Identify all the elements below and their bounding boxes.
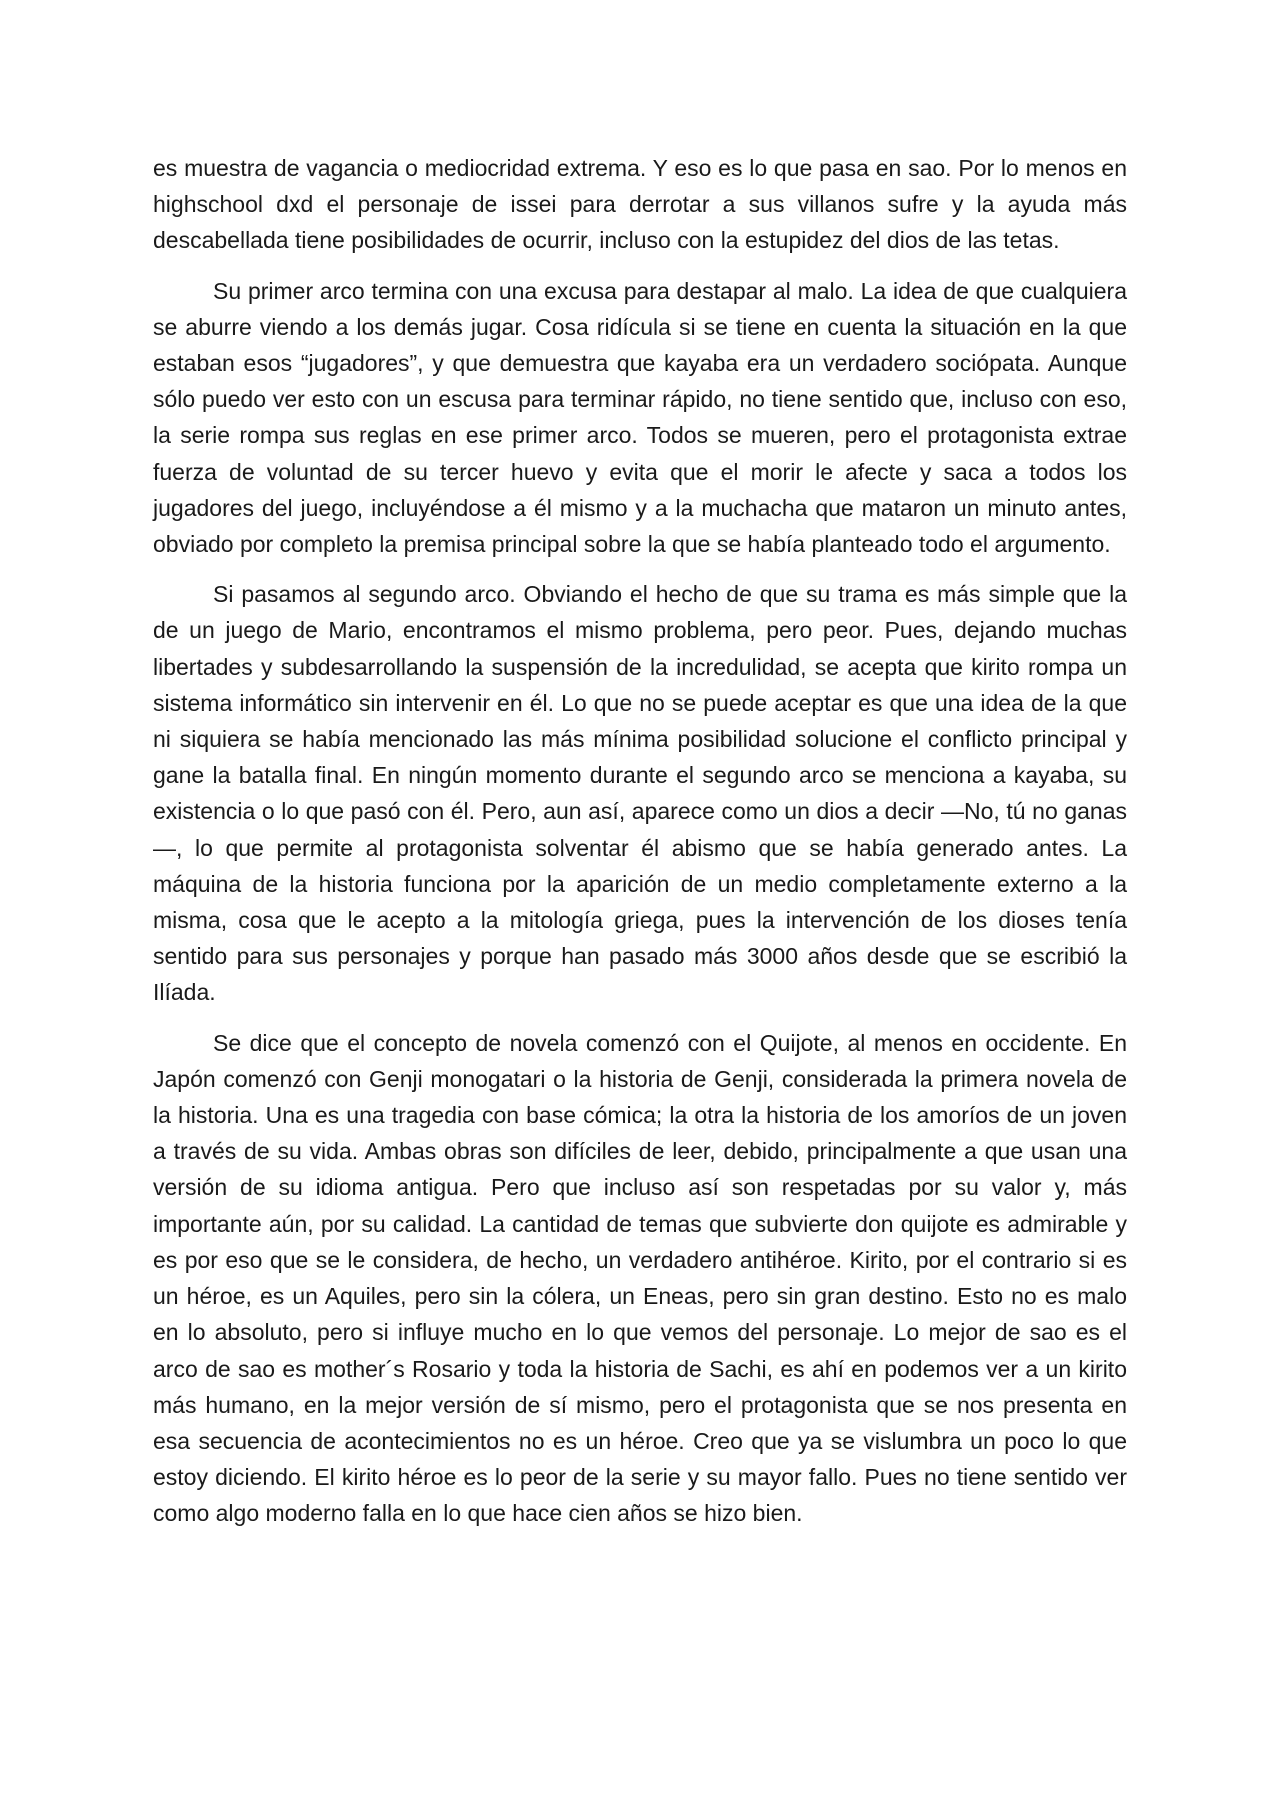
- paragraph: es muestra de vagancia o mediocridad extrema. Y eso es lo que pasa en sao. Por lo menos en highschool dxd el personaje de issei para derrotar a sus villanos sufre y la ayuda más descabellada tiene posibilidades de ocurrir, incluso con la estupidez del dios de las tetas.: [153, 155, 1127, 254]
- paragraph: Si pasamos al segundo arco. Obviando el hecho de que su trama es más simple que la de un juego de Mario, encontramos el mismo problema, pero peor. Pues, dejando muchas libertades y subdesarrollando la suspensión de la incredulidad, se acepta que kirito rompa un sistema informático sin intervenir en él. Lo que no se puede aceptar es que una idea de la que ni siquiera se había mencionado las más mínima posibilidad solucione el conflicto principal y gane la batalla final. En ningún momento durante el segundo arco se menciona a kayaba, su existencia o lo que pasó con él. Pero, aun así, aparece como un dios a decir —No, tú no ganas—, lo que permite al protagonista solventar él abismo que se había generado antes. La máquina de la historia funciona por la aparición de un medio completamente externo a la misma, cosa que le acepto a la mitología griega, pues la intervención de los dioses tenía sentido para sus personajes y porque han pasado más 3000 años desde que se escribió la Ilíada.: [153, 581, 1127, 1006]
- paragraph: Se dice que el concepto de novela comenzó con el Quijote, al menos en occidente. En Japón comenzó con Genji monogatari o la historia de Genji, considerada la primera novela de la historia. Una es una tragedia con base cómica; la otra la historia de los amoríos de un joven a través de su vida. Ambas obras son difíciles de leer, debido, principalmente a que usan una versión de su idioma antigua. Pero que incluso así son respetadas por su valor y, más importante aún, por su calidad. La cantidad de temas que subvierte don quijote es admirable y es por eso que se le considera, de hecho, un verdadero antihéroe. Kirito, por el contrario si es un héroe, es un Aquiles, pero sin la cólera, un Eneas, pero sin gran destino. Esto no es malo en lo absoluto, pero si influye mucho en lo que vemos del personaje. Lo mejor de sao es el arco de sao es mother´s Rosario y toda la historia de Sachi, es ahí en podemos ver a un kirito más humano, en la mejor versión de sí mismo, pero el protagonista que se nos presenta en esa secuencia de acontecimientos no es un héroe. Creo que ya se vislumbra un poco lo que estoy diciendo. El kirito héroe es lo peor de la serie y su mayor fallo. Pues no tiene sentido ver como algo moderno falla en lo que hace cien años se hizo bien.: [153, 1029, 1127, 1527]
- paragraph: Su primer arco termina con una excusa para destapar al malo. La idea de que cualquiera se aburre viendo a los demás jugar. Cosa ridícula si se tiene en cuenta la situación en la que estaban esos “jugadores”, y que demuestra que kayaba era un verdadero sociópata. Aunque sólo puedo ver esto con un escusa para terminar rápido, no tiene sentido que, incluso con eso, la serie rompa sus reglas en ese primer arco. Todos se mueren, pero el protagonista extrae fuerza de voluntad de su tercer huevo y evita que el morir le afecte y saca a todos los jugadores del juego, incluyéndose a él mismo y a la muchacha que mataron un minuto antes, obviado por completo la premisa principal sobre la que se había planteado todo el argumento.: [153, 277, 1127, 558]
- document-body: [153, 150, 1127, 1546]
